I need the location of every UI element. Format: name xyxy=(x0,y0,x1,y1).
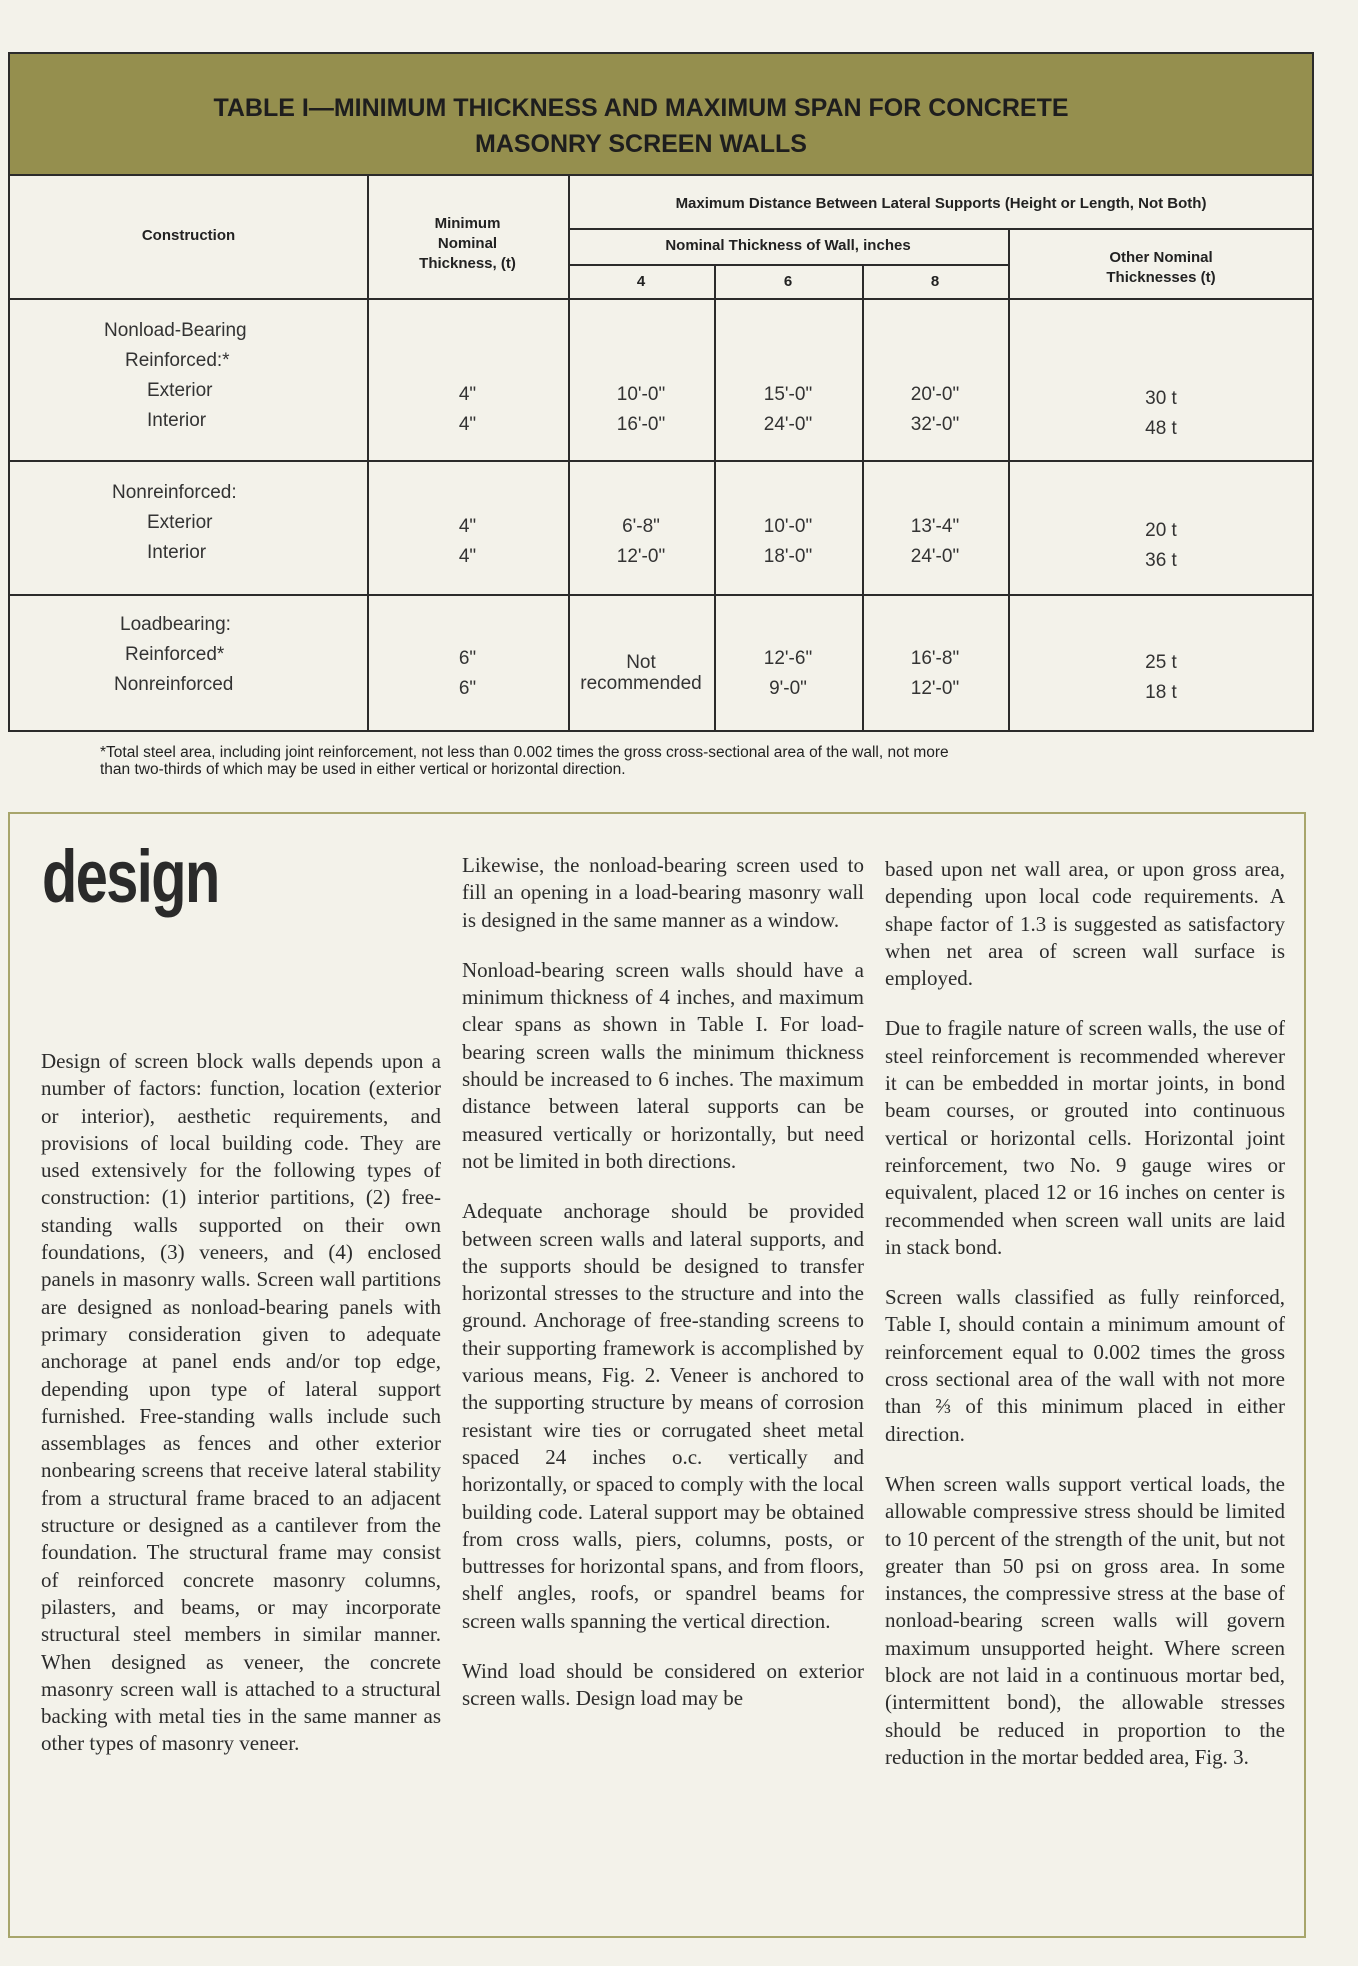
cell-other: 48 t xyxy=(1145,418,1177,439)
section-heading: design xyxy=(42,835,219,918)
header-col-6: 6 xyxy=(783,273,793,290)
header-min-thickness-line: Nominal xyxy=(437,235,498,252)
footnote-line: *Total steel area, including joint reinforcement, not less than 0.002 times the gross cross-sectional area of the wall, not more xyxy=(100,744,949,761)
header-max-distance: Maximum Distance Between Lateral Supports (Height or Length, Not Both) xyxy=(675,195,1207,212)
cell-min: 6" xyxy=(458,648,477,669)
header-min-thickness xyxy=(367,176,568,298)
paragraph: Nonload-bearing screen walls should have a minimum thickness of 4 inches, and maximum clear spans as shown in Table I. For load-bearing screen walls the minimum thickness should be increased to 6 inches. The maximum distance between lateral supports can be measured vertically or horizontally, but need not be limited in both directions. xyxy=(462,957,864,1173)
row-label: Nonreinforced xyxy=(114,674,234,695)
cell-6in: 12'-6" xyxy=(763,648,813,669)
cell-4in: 6'-8" xyxy=(622,516,660,537)
cell-other: 20 t xyxy=(1145,520,1177,541)
cell-6in: 10'-0" xyxy=(763,516,813,537)
paragraph: Due to fragile nature of screen walls, the use of steel reinforcement is recommended wherever it can be embedded in mortar joints, in bond beam courses, or grouted into continuous vertical or horizontal cells. Horizontal joint reinforcement, two No. 9 gauge wires or equivalent, placed 12 or 16 inches on center is recommended when screen wall units are laid in stack bond. xyxy=(885,1016,1285,1259)
cell-8in: 24'-0" xyxy=(910,546,960,567)
paragraph: Wind load should be considered on exterior screen walls. Design load may be xyxy=(462,1659,864,1711)
cell-8in: 13'-4" xyxy=(910,516,960,537)
header-nominal-thickness: Nominal Thickness of Wall, inches xyxy=(665,237,911,254)
row-label: Interior xyxy=(147,410,207,431)
cell-4in: 10'-0" xyxy=(616,384,666,405)
footnote-line: than two-thirds of which may be used in either vertical or horizontal direction. xyxy=(100,761,626,778)
table-title xyxy=(10,54,1312,176)
group-label: Nonload-Bearing xyxy=(104,320,247,341)
paragraph: Likewise, the nonload-bearing screen used to fill an opening in a load-bearing masonry wall is designed in the same manner as a window. xyxy=(462,853,864,932)
header-construction: Construction xyxy=(141,227,236,244)
cell-4in-not-recommended xyxy=(568,652,714,694)
paragraph: based upon net wall area, or upon gross area, depending upon local code requirements. A shape factor of 1.3 is suggested as satisfactory when net area of screen wall surface is employed. xyxy=(885,857,1285,991)
group-label: Nonreinforced: xyxy=(112,482,237,503)
text-column-2 xyxy=(462,852,864,1736)
group-sublabel: Reinforced:* xyxy=(125,350,230,371)
header-other-line: Other Nominal xyxy=(1109,249,1213,266)
cell-min: 6" xyxy=(458,678,477,699)
cell-6in: 24'-0" xyxy=(763,414,813,435)
cell-min: 4" xyxy=(458,516,477,537)
cell-4in: 12'-0" xyxy=(616,546,666,567)
cell-min: 4" xyxy=(458,384,477,405)
header-col-8: 8 xyxy=(930,273,940,290)
cell-other: 25 t xyxy=(1145,652,1177,673)
grid-line xyxy=(10,594,1314,596)
row-label: Interior xyxy=(147,542,207,563)
table-title-line-2: MASONRY SCREEN WALLS xyxy=(475,130,807,158)
cell-6in: 18'-0" xyxy=(763,546,813,567)
header-col-4: 4 xyxy=(636,273,646,290)
cell-6in: 15'-0" xyxy=(763,384,813,405)
group-label: Loadbearing: xyxy=(120,614,231,635)
cell-4in-line: Not xyxy=(626,652,656,673)
cell-8in: 20'-0" xyxy=(910,384,960,405)
cell-min: 4" xyxy=(458,414,477,435)
table xyxy=(8,52,1314,732)
header-other-thickness xyxy=(1008,228,1314,298)
text-column-3 xyxy=(885,856,1285,1794)
article-box xyxy=(8,812,1306,1938)
cell-8in: 12'-0" xyxy=(910,678,960,699)
row-label: Reinforced* xyxy=(125,644,225,665)
grid-line xyxy=(10,298,1314,300)
paragraph: Screen walls classified as fully reinforced, Table I, should contain a minimum amount of reinforcement equal to 0.002 times the gross cross sectional area of the wall with not more than ⅔ of this minimum placed in either direction. xyxy=(885,1285,1285,1446)
cell-4in-line: recommended xyxy=(580,673,702,694)
table-footnote xyxy=(100,744,1250,778)
grid-line xyxy=(10,460,1314,462)
cell-8in: 32'-0" xyxy=(910,414,960,435)
row-label: Exterior xyxy=(147,380,213,401)
cell-other: 18 t xyxy=(1145,682,1177,703)
cell-other: 36 t xyxy=(1145,550,1177,571)
header-other-line: Thicknesses (t) xyxy=(1106,269,1216,286)
cell-min: 4" xyxy=(458,546,477,567)
row-label: Exterior xyxy=(147,512,213,533)
cell-8in: 16'-8" xyxy=(910,648,960,669)
header-min-thickness-line: Thickness, (t) xyxy=(419,255,516,272)
cell-6in: 9'-0" xyxy=(769,678,807,699)
cell-other: 30 t xyxy=(1145,388,1177,409)
cell-4in: 16'-0" xyxy=(616,414,666,435)
header-min-thickness-line: Minimum xyxy=(434,215,501,232)
paragraph: When screen walls support vertical loads, the allowable compressive stress should be limited to 10 percent of the strength of the unit, but not greater than 50 psi on gross area. In some instances, the compressive stress at the base of nonload-bearing screen walls will govern maximum unsupported height. Where screen block are not laid in a continuous mortar bed, (intermittent bond), the allowable stresses should be reduced in proportion to the reduction in the mortar bedded area, Fig. 3. xyxy=(885,1471,1285,1769)
paragraph: Design of screen block walls depends upon a number of factors: function, location (exterior or interior), aesthetic requirements, and provisions of local building code. They are used extensively for the following types of construction: (1) interior partitions, (2) free-standing walls supported on their own foundations, (3) veneers, and (4) enclosed panels in masonry walls. Screen wall partitions are designed as nonload-bearing panels with primary consideration given to adequate anchorage at panel ends and/or top edge, depending upon type of lateral support furnished. Free-standing walls include such assemblages as fences and other exterior nonbearing screens that receive lateral stability from a structural frame braced to an adjacent structure or designed as a cantilever from the foundation. The structural frame may consist of reinforced concrete masonry columns, pilasters, and beams, or may incorporate structural steel members in similar manner. When designed as veneer, the concrete masonry screen wall is attached to a structural backing with metal ties in the same manner as other types of masonry veneer. xyxy=(41,1049,441,1756)
text-column-1 xyxy=(41,1048,441,1781)
paragraph: Adequate anchorage should be provided between screen walls and lateral supports, and the supports should be designed to transfer horizontal stresses to the structure and into the ground. Anchorage of free-standing screens to their supporting framework is accomplished by various means, Fig. 2. Veneer is anchored to the supporting structure by means of corrosion resistant wire ties or corrugated sheet metal spaced 24 inches o.c. vertically and horizontally, or spaced to comply with the local building code. Lateral support may be obtained from cross walls, piers, columns, posts, or buttresses for horizontal spans, and from floors, shelf angles, roofs, or spandrel beams for screen walls spanning the vertical direction. xyxy=(462,1199,864,1633)
table-title-line-1: TABLE I—MINIMUM THICKNESS AND MAXIMUM SPAN FOR CONCRETE xyxy=(213,94,1069,122)
